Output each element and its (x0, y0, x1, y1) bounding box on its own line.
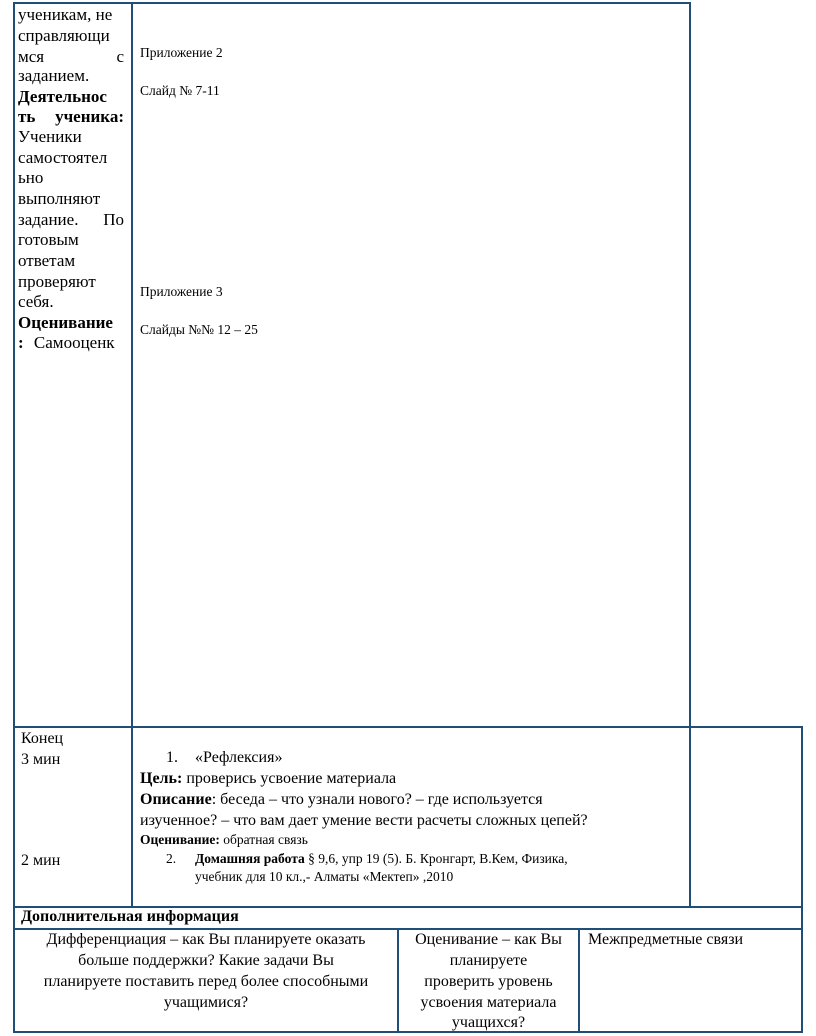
text-line: Дифференциация – как Вы планируете оказать (46, 931, 366, 948)
text-line: ответам (18, 251, 76, 270)
text-line (18, 334, 115, 351)
word: Самооценк (33, 333, 115, 352)
col-divider-2-top (689, 2, 691, 727)
col-divider-2 (689, 726, 691, 907)
description-line-2: изученное? – что вам дает умение вести расчеты сложных цепей? (140, 812, 588, 829)
right-border (801, 726, 803, 1033)
assessment-heading: Оценивание (18, 313, 113, 332)
text-line: ученикам, не (18, 5, 113, 24)
word: мся (18, 47, 45, 66)
list-number-1: 1. (166, 749, 178, 766)
homework-text: § 9,6, упр 19 (5). Б. Кронгарт, В.Кем, Физика, (304, 851, 568, 866)
student-activity-heading-cont (18, 108, 124, 125)
slide-ref-2: Слайд № 7-11 (140, 83, 220, 98)
text-line (18, 48, 124, 65)
goal-text: проверись усвоение материала (182, 770, 397, 787)
text-line: Оценивание – как Вы (415, 931, 562, 948)
text-line: усвоения материала (420, 994, 557, 1011)
col-divider-1 (131, 2, 133, 907)
text-line: справляющи (18, 26, 110, 45)
text-line: проверить уровень (424, 973, 553, 990)
description-text: : беседа – что узнали нового? – где используется (211, 791, 543, 808)
row-divider-3 (13, 928, 802, 930)
goal-label: Цель: (140, 770, 183, 787)
homework-label: Домашняя работа (195, 851, 305, 866)
additional-info-title: Дополнительная информация (21, 908, 239, 925)
reflection-title: «Рефлексия» (195, 749, 283, 766)
text-line: ьно (18, 168, 44, 187)
description-label: Описание (140, 791, 212, 808)
top-border (13, 2, 691, 4)
word: ученика: (55, 107, 124, 126)
text-line: планируете поставить перед более способными (43, 973, 369, 990)
description-line (140, 792, 543, 808)
row-divider-1 (13, 726, 802, 728)
word: задание. (18, 210, 79, 229)
text-line: выполняют (18, 189, 101, 208)
text-line (18, 211, 124, 228)
cross-curricular-links: Межпредметные связи (588, 931, 744, 948)
text-line: заданием. (18, 66, 90, 85)
stage-end-label: Конец (21, 730, 64, 747)
text-line: учащихся? (451, 1014, 526, 1031)
duration-3min: 3 мин (21, 751, 61, 768)
list-number-2: 2. (166, 851, 177, 866)
col-divider-bottom-2 (578, 928, 580, 1033)
bottom-border (13, 1031, 802, 1033)
assessment-line (140, 833, 308, 847)
text-line: готовым (18, 230, 79, 249)
word: ть (18, 107, 36, 126)
homework-line-2: учебник для 10 кл.,- Алматы «Мектеп» ,2010 (195, 869, 454, 884)
text-line: проверяют (18, 272, 96, 291)
appendix-3: Приложение 3 (140, 284, 223, 299)
slide-ref-3: Слайды №№ 12 – 25 (140, 322, 258, 337)
assessment-label: Оценивание: (140, 832, 220, 847)
text-line: себя. (18, 292, 54, 311)
left-border (13, 2, 15, 1033)
text-line: Ученики (18, 127, 82, 146)
word: с (116, 47, 124, 66)
text-line: самостоятел (18, 148, 108, 167)
appendix-2: Приложение 2 (140, 45, 223, 60)
goal-line (140, 771, 396, 787)
text-line: планируете (449, 952, 528, 969)
assessment-text: обратная связь (219, 832, 308, 847)
text-line: больше поддержки? Какие задачи Вы (78, 952, 334, 969)
duration-2min: 2 мин (21, 852, 61, 869)
homework-line (195, 852, 568, 866)
student-activity-heading: Деятельнос (18, 87, 107, 106)
word: По (103, 210, 124, 229)
word: : (18, 333, 24, 352)
text-line: учащимися? (163, 994, 249, 1011)
